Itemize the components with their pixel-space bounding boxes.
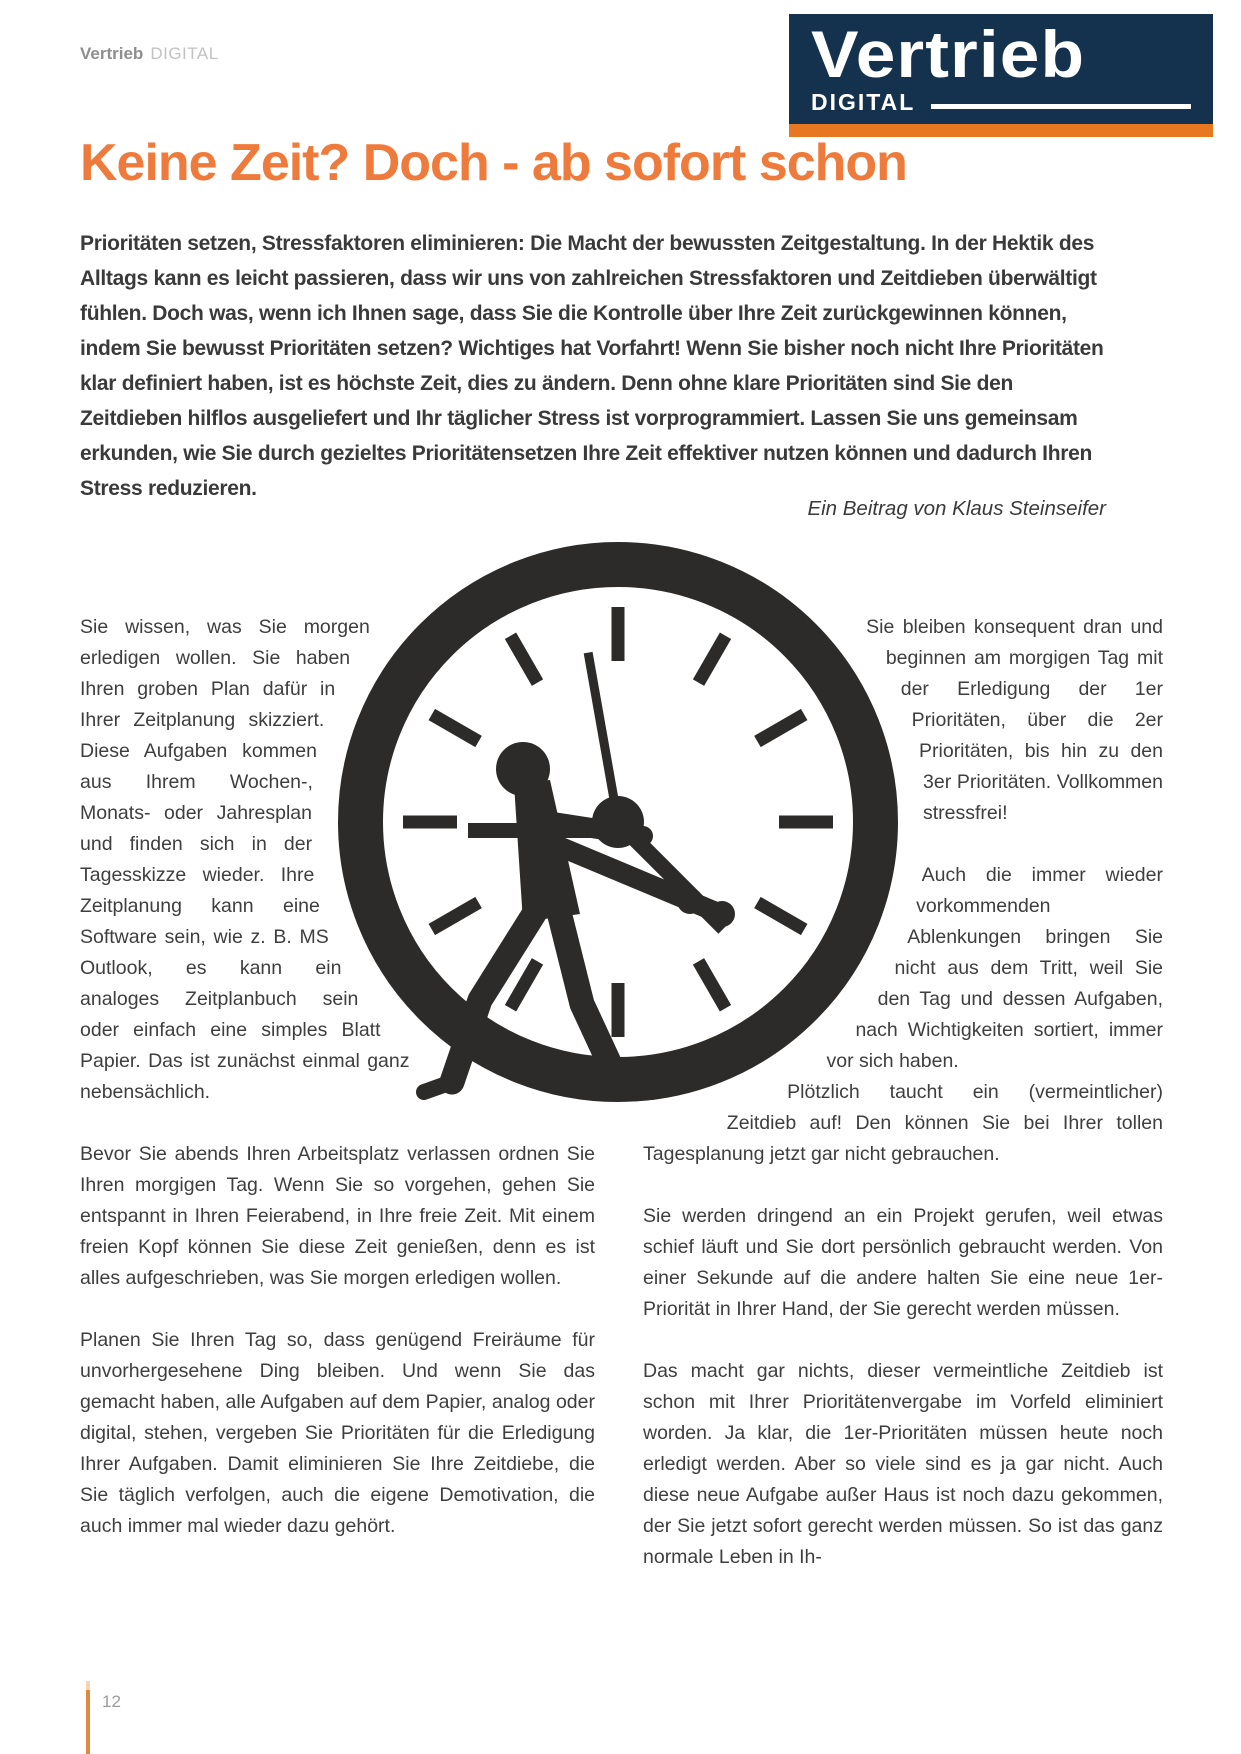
page-number: 12 — [102, 1692, 121, 1711]
running-header — [80, 44, 219, 64]
footer-accent-rule — [86, 1690, 90, 1754]
logo-underline-rule — [931, 104, 1191, 109]
body-paragraph: Auch die immer wieder vorkommenden Ablenkungen bringen Sie nicht aus dem Tritt, weil Sie den Tag und dessen Aufgaben, nach Wichtigkeiten sortiert, immer vor sich haben. — [826, 864, 1163, 1072]
body-paragraph: Bevor Sie abends Ihren Arbeitsplatz verlassen ordnen Sie Ihren morgigen Tag. Wenn Sie so vorgehen, gehen Sie entspannt in Ihren Feierabend, in Ihre freie Zeit. Mit einem freien Kopf können Sie diese Zeit genießen, denn es ist alles aufgeschrieben, was Sie morgen erledigen wollen. — [80, 1143, 595, 1289]
brand-logo — [789, 14, 1213, 137]
left-column — [80, 612, 595, 1573]
logo-navy-box — [789, 14, 1213, 124]
running-header-brand: Vertrieb — [80, 44, 144, 63]
logo-wordmark: Vertrieb — [811, 17, 1086, 91]
body-paragraph: Das macht gar nichts, dieser vermeintliche Zeitdieb ist schon mit Ihrer Prioritätenvergabe im Vorfeld eliminiert worden. Ja klar, die 1er-Prioritäten müssen heute noch erledigt werden. Aber so viele sind es ja gar nicht. Auch diese neue Aufgabe außer Haus ist noch dazu gekommen, der Sie jetzt sofort gerecht werden müssen. So ist das ganz normale Leben in Ih- — [643, 1360, 1163, 1568]
article-byline: Ein Beitrag von Klaus Steinseifer — [807, 497, 1106, 520]
body-paragraph: Planen Sie Ihren Tag so, dass genügend Freiräume für unvorhergesehene Ding bleiben. Und wenn Sie das gemacht haben, alle Aufgaben auf dem Papier, analog oder digital, stehen, vergeben Sie Prioritäten für die Erledigung Ihrer Aufgaben. Damit eliminieren Sie Ihre Zeitdiebe, die Sie täglich verfolgen, auch die eigene Demotivation, die auch immer mal wieder dazu gehört. — [80, 1329, 595, 1537]
logo-subrow — [811, 90, 1191, 114]
right-column — [643, 612, 1163, 1604]
logo-edition-label: DIGITAL — [811, 89, 916, 115]
running-header-edition: DIGITAL — [150, 44, 219, 63]
body-paragraph: Sie bleiben konsequent dran und beginnen am morgigen Tag mit der Erledigung der 1er Prioritäten, über die 2er Prioritäten, bis hin zu den 3er Prioritäten. Vollkommen stressfrei! — [866, 616, 1163, 824]
body-paragraph: Sie werden dringend an ein Projekt gerufen, weil etwas schief läuft und Sie dort persönlich gebraucht werden. Von einer Sekunde auf die andere halten Sie eine neue 1er-Priorität in Ihrer Hand, der Sie gerecht werden müssen. — [643, 1205, 1163, 1320]
article-intro: Prioritäten setzen, Stressfaktoren eliminieren: Die Macht der bewussten Zeitgestaltung. In der Hektik des Alltags kann es leicht passieren, dass wir uns von zahlreichen Stressfaktoren und Zeitdieben überwältigt fühlen. Doch was, wenn ich Ihnen sage, dass Sie die Kontrolle über Ihre Zeit zurückgewinnen können, indem Sie bewusst Prioritäten setzen? Wichtiges hat Vorfahrt! Wenn Sie bisher noch nicht Ihre Prioritäten klar definiert haben, ist es höchste Zeit, dies zu ändern. Denn ohne klare Prioritäten sind Sie den Zeitdieben hilflos ausgeliefert und Ihr täglicher Stress ist vorprogrammiert. Lassen Sie uns gemeinsam erkunden, wie Sie durch gezieltes Prioritätensetzen Ihre Zeit effektiver nutzen können und dadurch Ihren Stress reduzieren. — [80, 232, 1104, 500]
body-paragraph: Sie wissen, was Sie morgen erledigen wollen. Sie haben Ihren groben Plan dafür in Ihrer Zeitplanung skizziert. Diese Aufgaben kommen aus Ihrem Wochen-, Monats- oder Jahresplan und finden sich in der Tagesskizze wieder. Ihre Zeitplanung kann eine Software sein, wie z. B. MS Outlook, es kann ein analoges Zeitplanbuch sein oder einfach eine simples Blatt Papier. Das ist zunächst einmal ganz nebensächlich. — [80, 616, 410, 1103]
article-title: Keine Zeit? Doch - ab sofort schon — [80, 134, 907, 192]
body-paragraph: Plötzlich taucht ein (vermeintlicher) Zeitdieb auf! Den können Sie bei Ihrer tollen Tagesplanung jetzt gar nicht gebrauchen. — [643, 1081, 1163, 1165]
